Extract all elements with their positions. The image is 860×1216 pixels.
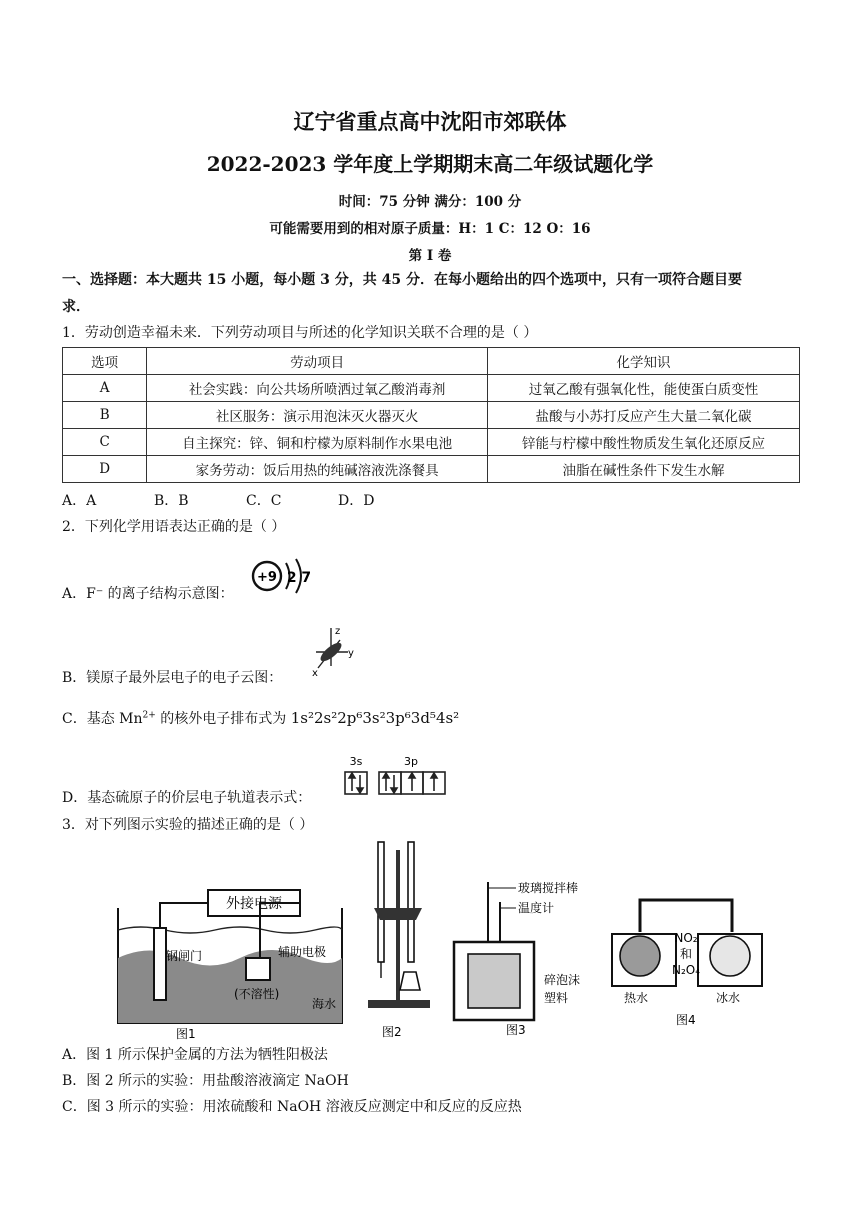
mn-electron-config: 1s²2s²2p⁶3s²3p⁶3d⁵4s²: [290, 709, 460, 727]
power-supply-label: 外接电源: [226, 896, 282, 912]
volume-label: 第 I 卷: [408, 248, 452, 264]
seawater-label: 海水: [312, 997, 337, 1011]
table-cell: 油脂在碱性条件下发生水解: [488, 456, 800, 483]
figure-3-caption: 图3: [506, 1023, 526, 1037]
table-row: [63, 456, 800, 483]
time-score-line: 时间：75 分钟 满分：100 分: [338, 194, 522, 210]
q2-c-charge: 2+: [142, 710, 156, 721]
q1-option-d: D．D: [338, 493, 375, 509]
school-title: 辽宁省重点高中沈阳市郊联体: [293, 109, 567, 134]
table-cell: 过氧乙酸有强氧化性，能使蛋白质变性: [488, 375, 800, 402]
exam-title: 2022-2023 学年度上学期期末高二年级试题化学: [206, 152, 654, 176]
foam-label-2: 塑料: [544, 991, 569, 1005]
section-heading-line2: 求．: [62, 299, 90, 315]
q2-option-d: D．基态硫原子的价层电子轨道表示式：: [62, 790, 312, 806]
n2o4-label: N₂O₄: [671, 963, 701, 977]
q1-table: [62, 347, 800, 483]
table-cell: 社区服务：演示用泡沫灭火器灭火: [147, 402, 488, 429]
sulfur-orbital-diagram: [342, 752, 452, 802]
nucleus-charge-label: +9: [257, 570, 277, 585]
aux-electrode-label: 辅助电极: [278, 945, 327, 959]
section-heading-line1: 一、选择题：本大题共 15 小题，每小题 3 分，共 45 分．在每小题给出的四个选项中，只有一项符合题目要: [62, 272, 742, 288]
table-cell: D: [63, 456, 147, 483]
figure-3-calorimeter: [448, 862, 608, 1042]
q2-c-prefix: C．基态 Mn: [62, 711, 143, 727]
table-row: [63, 429, 800, 456]
q1-option-a: A．A: [62, 493, 97, 509]
table-cell: B: [63, 402, 147, 429]
z-axis-label: z: [335, 626, 341, 637]
q1-option-b: B．B: [154, 493, 189, 509]
atomic-mass-line: 可能需要用到的相对原子质量：H：1 C：12 O：16: [269, 221, 591, 237]
figure-1-caption: 图1: [176, 1027, 196, 1041]
q3-stem: 3．对下列图示实验的描述正确的是（ ）: [62, 817, 314, 833]
shell-electron-label: 2 7: [286, 570, 312, 586]
figure-2-caption: 图2: [382, 1025, 402, 1039]
q2-c-mid: 的核外电子排布式为: [155, 711, 291, 727]
table-cell: 自主探究：锌、铜和柠檬为原料制作水果电池: [147, 429, 488, 456]
figure-2-titration: [360, 840, 440, 1040]
q2-option-b: B．镁原子最外层电子的电子云图：: [62, 670, 283, 686]
orbital-3s-label: 3s: [349, 755, 363, 768]
table-cell: 锌能与柠檬中酸性物质发生氧化还原反应: [488, 429, 800, 456]
q3-option-b: B．图 2 所示的实验：用盐酸溶液滴定 NaOH: [62, 1073, 349, 1089]
q1-option-c: C．C: [246, 493, 282, 509]
electron-cloud-diagram: [306, 622, 356, 682]
insoluble-label: (不溶性): [234, 987, 280, 1001]
q1-options: [62, 491, 430, 511]
q3-option-a: A．图 1 所示保护金属的方法为牺牲阳极法: [62, 1047, 328, 1063]
q2-option-c: [62, 708, 459, 729]
foam-label-1: 碎泡沫: [544, 973, 581, 987]
q2-stem: 2．下列化学用语表达正确的是（ ）: [62, 519, 286, 535]
table-row: [63, 375, 800, 402]
table-cell: A: [63, 375, 147, 402]
table-cell: 盐酸与小苏打反应产生大量二氧化碳: [488, 402, 800, 429]
table-header: 化学知识: [488, 348, 800, 375]
y-axis-label: y: [348, 648, 354, 659]
table-row: [63, 402, 800, 429]
fluoride-ion-diagram: [250, 555, 320, 597]
q3-option-c: C．图 3 所示的实验：用浓硫酸和 NaOH 溶液反应测定中和反应的反应热: [62, 1099, 522, 1115]
q1-stem: 1．劳动创造幸福未来．下列劳动项目与所述的化学知识关联不合理的是（ ）: [62, 325, 538, 341]
stirrer-label: 玻璃搅拌棒: [518, 881, 579, 895]
table-cell: 家务劳动：饭后用热的纯碱溶液洗涤餐具: [147, 456, 488, 483]
ice-water-label: 冰水: [716, 991, 741, 1005]
table-cell: C: [63, 429, 147, 456]
table-header: 劳动项目: [147, 348, 488, 375]
and-label: 和: [679, 947, 693, 961]
x-axis-label: x: [312, 668, 318, 679]
figure-1-cathodic-protection: [110, 858, 360, 1043]
table-cell: 社会实践：向公共场所喷洒过氧乙酸消毒剂: [147, 375, 488, 402]
figure-4-equilibrium: [604, 852, 774, 1032]
steel-gate-label: 钢闸门: [166, 949, 203, 963]
no2-label: NO₂: [674, 931, 698, 945]
hot-water-label: 热水: [624, 991, 649, 1005]
orbital-3p-label: 3p: [404, 755, 418, 768]
table-header-row: [63, 348, 800, 375]
figure-4-caption: 图4: [676, 1013, 696, 1027]
thermometer-label: 温度计: [518, 901, 555, 915]
table-header: 选项: [63, 348, 147, 375]
q2-option-a: A．F⁻ 的离子结构示意图：: [62, 586, 234, 602]
